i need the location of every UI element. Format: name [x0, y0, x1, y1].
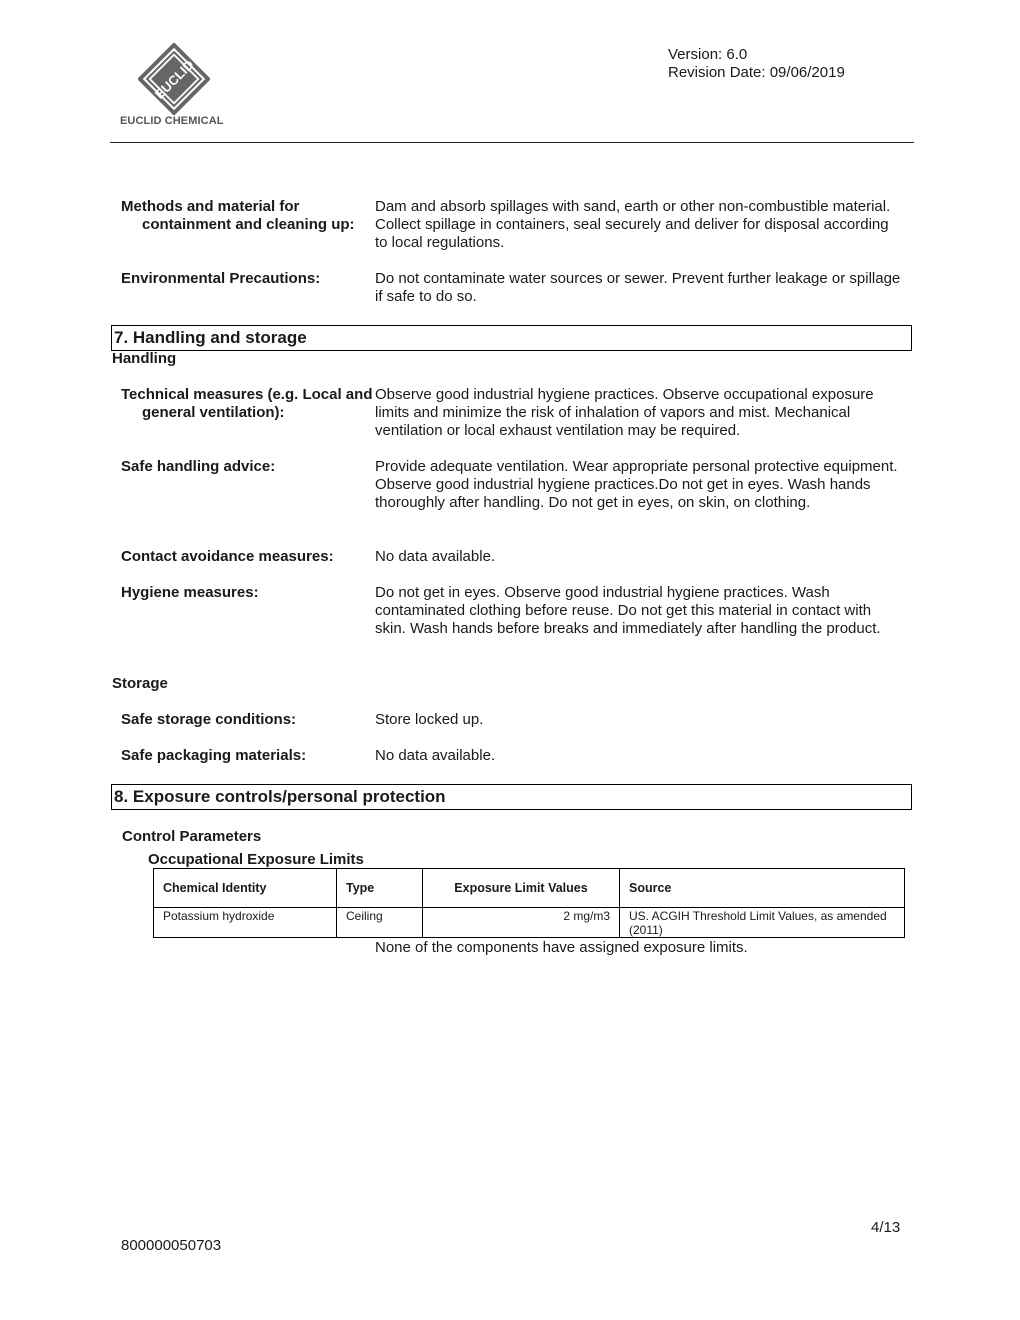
technical-measures-value: Observe good industrial hygiene practices. Observe occupational exposure limits and minimize the risk of inhalation of vapors and mist. Mechanical ventilation or local exhaust ventilation may be required. — [375, 386, 874, 439]
handling-heading: Handling — [112, 350, 177, 367]
logo-mark-text: EUCLID — [151, 56, 197, 102]
company-logo — [120, 43, 230, 128]
contact-avoidance-label: Contact avoidance measures: — [121, 548, 334, 565]
section-7-title: 7. Handling and storage — [111, 325, 912, 351]
cell-limit: 2 mg/m3 — [423, 908, 620, 938]
cell-source: US. ACGIH Threshold Limit Values, as amended (2011) — [620, 908, 905, 938]
col-chemical-identity: Chemical Identity — [154, 869, 337, 908]
safe-packaging-label: Safe packaging materials: — [121, 747, 307, 764]
safe-handling-label: Safe handling advice: — [121, 458, 276, 475]
control-parameters-heading: Control Parameters — [122, 828, 262, 845]
hygiene-measures-label: Hygiene measures: — [121, 584, 259, 601]
containment-value: Dam and absorb spillages with sand, earth or other non-combustible material. Collect spillage in containers, seal securely and deliver for disposal according to local regulations. — [375, 198, 891, 251]
oel-heading: Occupational Exposure Limits — [148, 851, 364, 868]
col-source: Source — [620, 869, 905, 908]
euclid-diamond-icon — [138, 43, 210, 115]
safe-handling-value: Provide adequate ventilation. Wear appropriate personal protective equipment. Observe good industrial hygiene practices.Do not get in eyes. Wash hands thoroughly after handling. Do not get in eyes, on skin, on clothing. — [375, 458, 898, 511]
table-row — [154, 908, 905, 938]
safe-storage-label: Safe storage conditions: — [121, 711, 297, 728]
revision-date: Revision Date: 09/06/2019 — [668, 64, 845, 81]
storage-heading: Storage — [112, 675, 168, 692]
cell-chemical: Potassium hydroxide — [154, 908, 337, 938]
section-8-title: 8. Exposure controls/personal protection — [111, 784, 912, 810]
version-info — [668, 46, 845, 82]
environmental-precautions-value: Do not contaminate water sources or sewer. Prevent further leakage or spillage if safe to do so. — [375, 270, 901, 305]
containment-label: Methods and material for containment and cleaning up: — [121, 198, 355, 233]
environmental-precautions-label: Environmental Precautions: — [121, 270, 321, 287]
table-header-row — [154, 869, 905, 908]
page-number: 4/13 — [871, 1219, 901, 1236]
col-type: Type — [337, 869, 423, 908]
contact-avoidance-value: No data available. — [375, 548, 496, 565]
cell-type: Ceiling — [337, 908, 423, 938]
safe-storage-value: Store locked up. — [375, 711, 484, 728]
document-number: 800000050703 — [121, 1237, 222, 1254]
technical-measures-label: Technical measures (e.g. Local and general ventilation): — [121, 386, 373, 421]
hygiene-measures-value: Do not get in eyes. Observe good industrial hygiene practices. Wash contaminated clothing before reuse. Do not get this material in contact with skin. Wash hands before breaks and immediately after handling the product. — [375, 584, 881, 637]
col-exposure-limit: Exposure Limit Values — [423, 869, 620, 908]
header-divider — [110, 142, 914, 143]
exposure-limits-table — [153, 868, 905, 938]
logo-text: EUCLID CHEMICAL — [120, 115, 224, 127]
no-limits-note: None of the components have assigned exposure limits. — [375, 939, 748, 956]
version: Version: 6.0 — [668, 46, 748, 63]
safe-packaging-value: No data available. — [375, 747, 496, 764]
